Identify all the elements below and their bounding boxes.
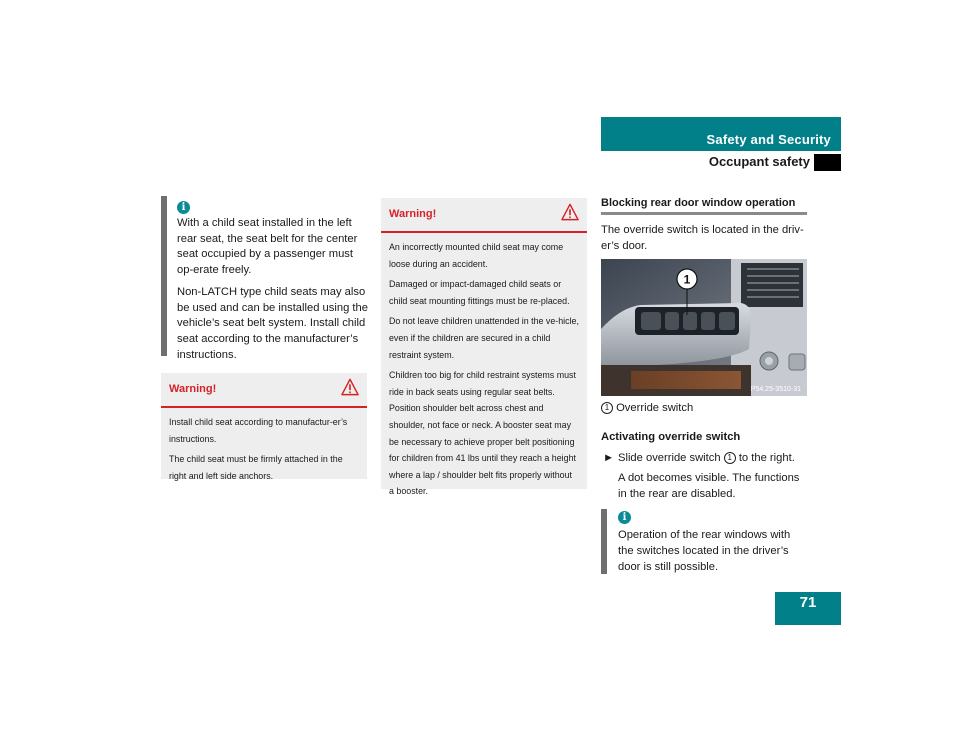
photo-callout: 1	[683, 272, 691, 287]
door-panel-illustration	[601, 259, 807, 396]
info-note: Operation of the rear windows with the switches located in the driver’s door is still possible.	[618, 529, 791, 573]
instruction-step	[618, 450, 808, 466]
warning-paragraph: Do not leave children unattended in the ve-hicle, even if the children are secured in a child restraint system.	[389, 316, 579, 360]
warning-title: Warning!	[169, 383, 217, 395]
warning-body	[381, 233, 587, 510]
warning-box	[381, 198, 587, 497]
section-title: Safety and Security	[706, 132, 831, 147]
step-text: to the right.	[738, 452, 795, 464]
info-icon: i	[618, 511, 631, 524]
step-arrow-icon: ►	[603, 452, 615, 464]
caption-text: Override switch	[616, 402, 694, 414]
warning-paragraph: Children too big for child restraint systems must ride in back seats using regular seat belts. Position shoulder belt across chest and shoulder, not face or neck. A booster seat may be necessary to achieve proper belt positioning for children from 41 lbs until they reach a height where a lap / shoulder belt fits properly without a booster.	[389, 370, 576, 497]
note-bar	[161, 196, 167, 356]
step-result: A dot becomes visible. The functions in the rear are disabled.	[618, 472, 800, 500]
warning-triangle-icon	[561, 203, 579, 221]
photo-caption	[601, 400, 807, 416]
door-switch-photo	[601, 259, 807, 396]
info-icon: i	[177, 201, 190, 214]
subheading: Activating override switch	[601, 431, 741, 443]
warning-paragraph: An incorrectly mounted child seat may come loose during an accident.	[389, 242, 564, 269]
section-heading: Blocking rear door window operation	[601, 197, 796, 209]
note-bar	[601, 509, 607, 574]
page-number: 71	[775, 592, 841, 625]
intro-text: The override switch is located in the driv-er’s door.	[601, 224, 804, 252]
warning-body	[161, 408, 367, 494]
caption-number: 1	[601, 402, 613, 414]
header-marker	[814, 154, 841, 171]
warning-header	[381, 198, 587, 233]
note-paragraph: Non-LATCH type child seats may also be used and can be installed using the vehicle’s seat belt system. Install child seat according to the manufacturer’s instructions.	[177, 285, 368, 361]
info-note	[177, 216, 369, 369]
photo-code: P54.25-3510-31	[750, 386, 801, 393]
step-number: 1	[724, 452, 736, 464]
step-text: Slide override switch	[618, 452, 721, 464]
warning-header	[161, 373, 367, 408]
warning-box	[161, 373, 367, 479]
note-paragraph: With a child seat installed in the left rear seat, the seat belt for the center seat occupied by a passenger must op-erate freely.	[177, 217, 358, 277]
warning-triangle-icon	[341, 378, 359, 396]
heading-rule	[601, 212, 807, 215]
header-band	[601, 117, 841, 151]
warning-paragraph: The child seat must be firmly attached in the right and left side anchors.	[169, 454, 343, 481]
warning-title: Warning!	[389, 208, 437, 220]
warning-paragraph: Damaged or impact-damaged child seats or child seat mounting fittings must be re-placed.	[389, 279, 570, 306]
warning-paragraph: Install child seat according to manufactur-er’s instructions.	[169, 417, 348, 444]
subsection-title: Occupant safety	[708, 154, 810, 169]
